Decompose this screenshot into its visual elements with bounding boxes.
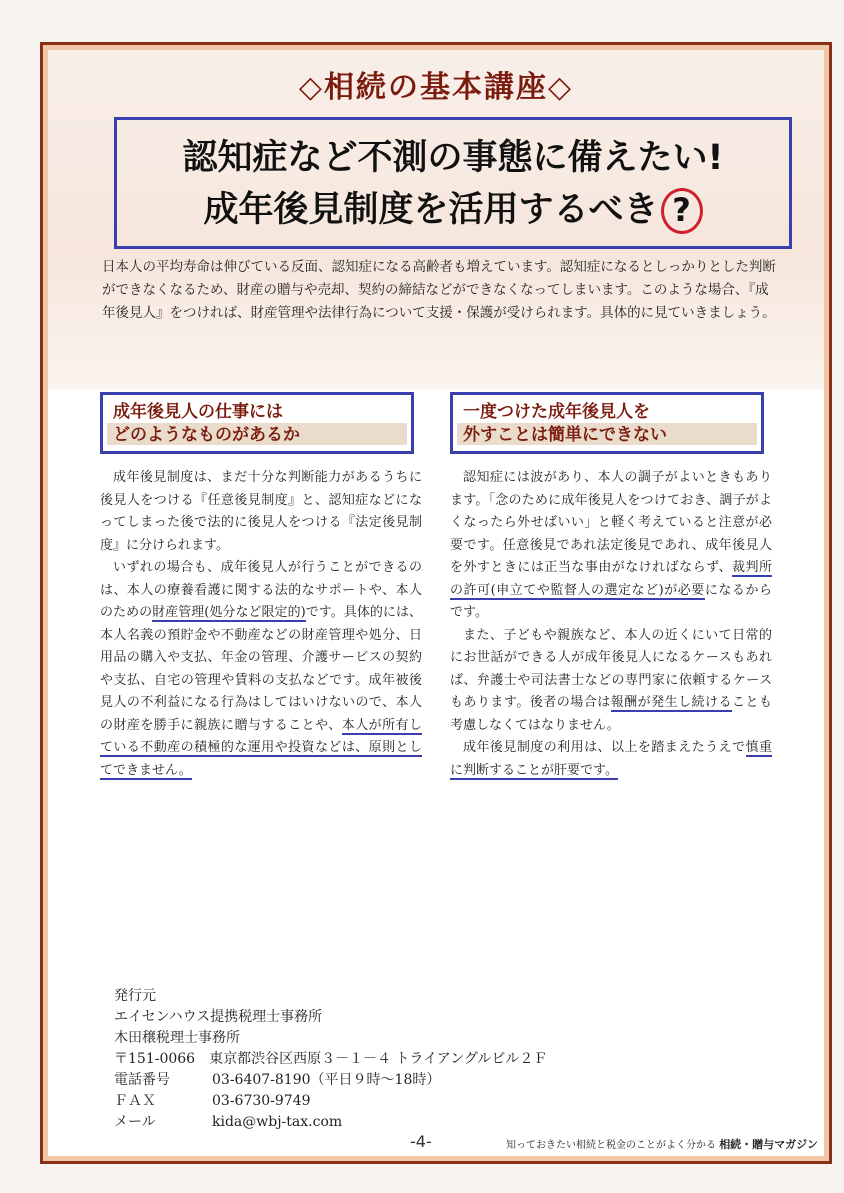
headline [118,132,788,236]
section-2-heading-line-2: 外すことは簡単にできない [463,425,667,445]
fax-label: ＦＡＸ [114,1093,156,1109]
section-1-heading [100,392,414,454]
headline-line-2-text: 成年後見制度を活用するべき [203,190,659,230]
section-1-heading-line-1: 成年後見人の仕事には [113,402,283,422]
publisher-label: 発行元 [114,988,156,1004]
section-1-heading-line-2: どのようなものがあるか [113,425,300,445]
underlined-text: 本人が所有している不動産の積極的な運用や投資などは、原則としてできません。 [100,717,422,778]
underlined-text: 財産管理(処分など限定的) [152,605,306,620]
section-1-paragraph-2 [100,557,422,782]
intro-text: 日本人の平均寿命は伸びている反面、認知症になる高齢者も増えています。認知症になるとしっかりとした判断ができなくなるため、財産の贈与や売却、契約の締結などができなくなってしまいます。このような場合、『成年後見人』をつければ、財産管理や法律行為について支援・保護が受けられます。具体的に見ていきましょう。 [102,259,776,321]
text-span: になるからです。 [450,582,772,620]
section-2-paragraph-1 [450,467,772,625]
text-span: また、子どもや親族など、本人の近くにいて日常的にお世話ができる人が成年後見人になるケースもあれば、弁護士や司法書士などの専門家に依頼するケースもあります。後者の場合は [450,627,772,710]
question-mark-icon: ? [661,188,703,234]
publisher-address: 〒151-0066 東京都渋谷区西原３－１－４ トライアングルビル２Ｆ [114,1051,548,1067]
section-2-heading [450,392,764,454]
publisher-name-2: 木田穣税理士事務所 [114,1030,240,1046]
section-2-heading-line-1: 一度つけた成年後見人を [463,402,650,422]
headline-line-1: 認知症など不測の事態に備えたい! [182,138,724,178]
phone-label: 電話番号 [114,1072,170,1088]
page-number: -4- [410,1132,432,1151]
publisher-fax-row [114,1091,674,1112]
text-span: いずれの場合も、成年後見人が行うことができるのは、本人の療養看護に関する法的なサポートや、本人のための [100,560,422,620]
underlined-text: 慎重に判断することが肝要です。 [450,740,772,778]
mail-value[interactable]: kida@wbj-tax.com [212,1114,343,1130]
underlined-text: 裁判所の許可(申立てや監督人の選定など)が必要 [450,560,772,598]
publisher-phone-row [114,1070,674,1091]
magazine-tagline: 知っておきたい相続と税金のことがよく分かる [506,1140,716,1151]
fax-value: 03-6730-9749 [212,1093,311,1109]
magazine-name: 相続・贈与マガジン [719,1138,818,1151]
headline-line-2 [118,184,788,236]
magazine-footer [506,1136,818,1152]
text-span: です。具体的には、本人名義の預貯金や不動産などの財産管理や処分、日用品の購入や支払、年金の管理、介護サービスの契約や支払、自宅の管理や賃料の支払などです。成年被後見人の不利益になる行為はしてはいけないので、本人の財産を勝手に親族に贈与することや、 [100,605,422,733]
mail-label: メール [114,1114,156,1130]
publisher-mail-row [114,1112,674,1133]
series-title: ◇相続の基本講座◇ [298,70,574,105]
section-1-paragraph-1: 成年後見制度は、まだ十分な判断能力があるうちに後見人をつける『任意後見制度』と、認知症などになってしまった後で法的に後見人をつける『法定後見制度』に分けられます。 [100,470,422,553]
phone-value: 03-6407-8190（平日９時～18時） [212,1072,441,1088]
text-span: 認知症には波があり、本人の調子がよいときもあります。「念のために成年後見人をつけておき、調子がよくなったら外せばいい」と軽く考えていると注意が必要です。任意後見であれ法定後見であれ、成年後見人を外すときには正当な事由がなければならず、 [450,470,772,575]
publisher-info [114,986,674,1133]
section-1-body [100,467,422,782]
underlined-text: 報酬が発生し続ける [610,695,733,710]
section-2-paragraph-3 [450,737,772,782]
section-2-body [450,467,772,782]
text-span: ことも考慮しなくてはなりません。 [450,695,772,733]
section-2-paragraph-2 [450,625,772,738]
text-span: 成年後見制度の利用は、以上を踏まえたうえで [463,740,746,755]
publisher-name-1: エイセンハウス提携税理士事務所 [114,1009,323,1025]
